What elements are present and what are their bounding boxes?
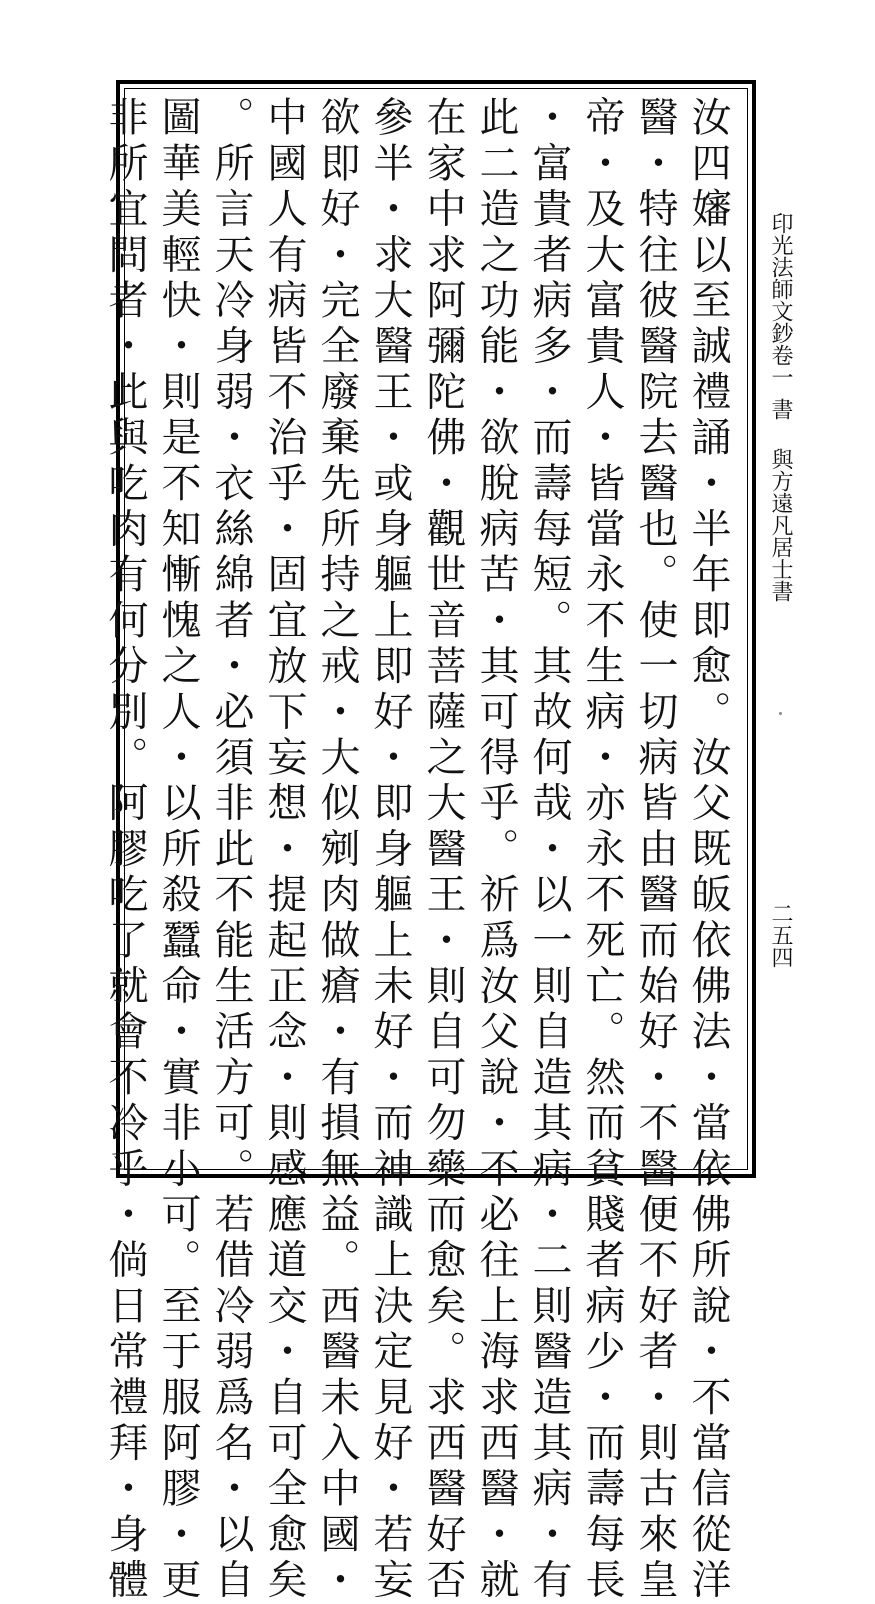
text-column: 欲即好・完全廢棄先所持之戒・大似剜肉做瘡・有損無益。西醫未入中國・: [314, 96, 360, 1604]
section-label: 書: [768, 398, 793, 420]
text-column: 非所宜問者・此與吃肉有何分別。阿膠吃了就會不冷乎・倘日常禮拜・身體: [102, 96, 148, 1604]
text-column: 參半・求大醫王・或身軀上即好・即身軀上未好・而神識上決定見好・若妄: [367, 96, 413, 1604]
book-title: 印光法師文鈔卷一: [768, 212, 793, 388]
text-column: ・富貴者病多・而壽每短。其故何哉・以一則自造其病・二則醫造其病・有: [526, 96, 572, 1604]
text-column: 醫・特往彼醫院去醫也。使一切病皆由醫而始好・不醫便不好者・則古來皇: [632, 96, 678, 1604]
text-column: 。所言天冷身弱・衣絲綿者・必須非此不能生活方可。若借冷弱爲名・以自: [208, 96, 254, 1604]
text-column: 在家中求阿彌陀佛・觀世音菩薩之大醫王・則自可勿藥而愈矣。求西醫好否: [420, 96, 466, 1604]
text-column: 帝・及大富貴人・皆當永不生病・亦永不死亡。然而貧賤者病少・而壽每長: [579, 96, 625, 1604]
text-column: 中國人有病皆不治乎・固宜放下妄想・提起正念・則感應道交・自可全愈矣: [261, 96, 307, 1604]
text-column: 圖華美輕快・則是不知慚愧之人・以所殺蠶命・實非小可。至于服阿膠・更: [155, 96, 201, 1604]
margin-dot: [779, 712, 782, 715]
letter-title: 與方遠凡居士書: [768, 448, 793, 602]
text-column: 汝四嬸以至誠禮誦・半年即愈。汝父既皈依佛法・當依佛所說・不當信從洋: [685, 96, 731, 1604]
page-number: 二五四: [768, 902, 793, 968]
text-column: 此二造之功能・欲脫病苦・其可得乎。祈爲汝父說・不必往上海求西醫・就: [473, 96, 519, 1604]
